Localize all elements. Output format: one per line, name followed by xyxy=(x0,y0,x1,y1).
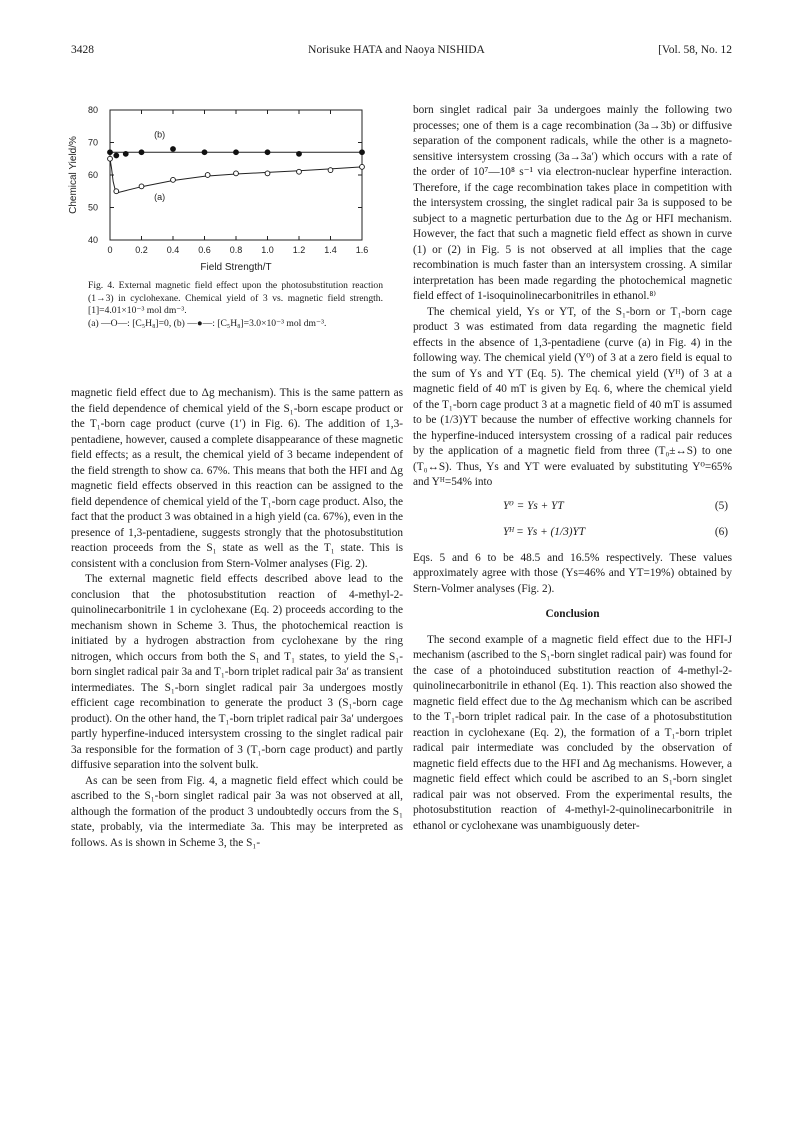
x-tick-label: 0.4 xyxy=(166,245,180,255)
x-tick-label: 1.6 xyxy=(355,245,369,255)
x-tick-label: 0.2 xyxy=(135,245,148,255)
series-a-point xyxy=(205,173,210,178)
series-a-point xyxy=(328,168,333,173)
paragraph: As can be seen from Fig. 4, a magnetic field effect which could be ascribed to the S₁-born singlet radical pair 3a was not observed at all, although the formation of the product 3 undoubtedly occurs from the S₁ state, probably, via the intermediate 3a. This may be interpreted as follows. As is shown in Scheme 3, the S₁- xyxy=(71,774,403,849)
left-column xyxy=(71,386,403,851)
equation-text: Yᴴ = Ys + (1/3)YT xyxy=(503,525,586,538)
figure-4-caption xyxy=(88,280,383,330)
figure-4-chart xyxy=(62,100,392,280)
paragraph: The external magnetic field effects described above lead to the conclusion that the photosubstitution reaction of 4-methyl-2-quinolinecarbonitrile 1 in cyclohexane (Eq. 2) proceeds according to the mechanism shown in Scheme 3. Thus, the photochemical reaction is initiated by a hydrogen abstraction from cyclohexane by the ring nitrogen, which occurs from both the S₁ and T₁ states, to yield the S₁-born singlet radical pair 3a and T₁-born triplet radical pair 3a′ as transient intermediates. The S₁-born singlet radical pair 3a undergoes mostly efficient cage recombination to generate the product 3 (S₁-born cage product). On the other hand, the T₁-born triplet radical pair 3a′ undergoes partly hyperfine-induced intersystem crossing to the singlet radical pair 3a responsible for the formation of 3 (T₁-born cage product) and partly diffusive separation into the solvent bulk. xyxy=(71,573,403,771)
equation-5 xyxy=(413,499,732,525)
paragraph: magnetic field effect due to Δg mechanism). This is the same pattern as the field dependence of chemical yield of the S₁-born escape product or the T₁-born cage product (curve (1′) in Fig. 6). The addition of 1,3-pentadiene, however, caused a complete disappearance of these magnetic field effects; as a result, the chemical yield of 3 became independent of the field strength to show ca. 67%. This means that both the HFI and Δg magnetic field effects observed in this reaction can be assigned to the field dependence of chemical yield of the T₁-born cage product. Also, the fact that the product 3 was obtained in a high yield (ca. 67%), even in the presence of 1,3-pentadiene, suggests strongly that the photosubstitution reaction proceeds from the S₁ state as well as the T₁ state. This is consistent with a conclusion from Stern-Volmer analyses (Fig. 2). xyxy=(71,387,403,570)
paragraph: The second example of a magnetic field effect due to the HFI-J mechanism (ascribed to the S₁-born singlet radical pair) was found for the case of a photoinduced substitution reaction of 4-methyl-2-quinolinecarbonitrile in ethanol (Eq. 1). This reaction also showed the magnetic field effect due to the Δg mechanism which can be ascribed to the T₁-born triplet radical pair. In the case of a photosubstitution reaction in cyclohexane (Eq. 2), the formation of a T₁-born triplet radical pair intermediate was concluded by the observation of magnetic field effects due to the HFI and Δg mechanisms. However, a magnetic field effect which could be ascribed to an S₁-born singlet radical pair was not observed. From the experimental results, the photosubstitution reaction of 4-methyl-2-quinolinecarbonitrile in ethanol or cyclohexane was unambiguously deter- xyxy=(413,633,732,832)
series-a-label: (a) xyxy=(154,192,166,203)
paragraph: The chemical yield, Ys or YT, of the S₁-born or T₁-born cage product 3 was estimated from data regarding the magnetic field effects in the absence of 1,3-pentadiene (curve (a) in Fig. 4) in the following way. The chemical yield (Y⁰) of 3 at a zero field is equal to the sum of Ys and YT (Eq. 5). The chemical yield (Yᴴ) of 3 at a magnetic field of 40 mT is given by Eq. 6, where the chemical yield of the T₁-born cage product 3 at a magnetic field of 40 mT is assumed to be (1/3)YT because the number of effective working channels for the hyperfine-induced intersystem crossing of a radical pair reduces by the application of a magnetic field from three (T₀±↔S) to one (T₀↔S). Thus, Ys and YT were evaluated by substituting Y⁰=65% and Yᴴ=54% into xyxy=(413,305,732,488)
x-tick-label: 0 xyxy=(107,245,113,255)
series-a-point xyxy=(171,177,176,182)
equation-number: (5) xyxy=(714,499,728,512)
page-number: 3428 xyxy=(71,44,94,56)
caption-legend: (a) —O—: [C₅H₈]=0, (b) —●—: [C₅H₈]=3.0×10⁻³ mol dm⁻³. xyxy=(88,317,327,329)
series-a-point xyxy=(265,171,270,176)
x-tick-label: 1.0 xyxy=(261,245,274,255)
series-a-point xyxy=(114,189,119,194)
series-a-point xyxy=(297,169,302,174)
paragraph: born singlet radical pair 3a undergoes mainly the following two processes; one of them is a cage recombination (3a→3b) or diffusive separation of the component radicals, while the other is a magneto-sensitive intersystem crossing (3a→3a′) which occurs with a rate of the order of 10⁷—10⁸ s⁻¹ via electron-nuclear hyperfine interaction. Therefore, if the cage recombination takes place in competition with the intersystem crossing, the singlet radical pair 3a is supposed to be subject to a magnetic perturbation due to the Δg or HFI mechanism. However, the fact that such a magnetic field effect as shown in curve (1) or (2) in Fig. 5 is not observed at all implies that the cage recombination is much faster than an intersystem crossing. A similar interpretation has been made regarding the photochemical magnetic field effect of 1-isoquinolinecarbonitriles in ethanol.⁸⁾ xyxy=(413,104,732,302)
series-b-point xyxy=(114,153,119,158)
series-a-point xyxy=(108,156,113,161)
paragraph: Eqs. 5 and 6 to be 48.5 and 16.5% respectively. These values approximately agree with those (Ys=46% and YT=19%) obtained by Stern-Volmer analyses (Fig. 2). xyxy=(413,551,732,595)
right-column xyxy=(413,103,732,834)
y-tick-label: 70 xyxy=(87,137,98,148)
y-tick-label: 60 xyxy=(87,170,98,180)
series-a-point xyxy=(360,164,365,169)
series-a-point xyxy=(234,171,239,176)
equation-number: (6) xyxy=(714,525,728,538)
y-axis-label: Chemical Yield/% xyxy=(68,136,79,214)
series-b-point xyxy=(171,147,176,152)
y-tick-label: 80 xyxy=(87,105,98,115)
y-tick-label: 50 xyxy=(87,202,98,213)
series-b-point xyxy=(297,151,302,156)
equation-6 xyxy=(413,525,732,551)
section-heading-conclusion: Conclusion xyxy=(545,608,600,620)
x-tick-label: 0.8 xyxy=(229,245,243,255)
series-b-point xyxy=(108,150,113,155)
x-axis-label: Field Strength/T xyxy=(200,262,272,273)
series-b-point xyxy=(360,150,365,155)
caption-text: Fig. 4. External magnetic field effect upon the photosubstitution reaction (1→3) in cyclohexane. Chemical yield of 3 vs. magnetic field strength. [1]=4.01×10⁻³ mol dm⁻³. xyxy=(88,280,383,317)
journal-volume: [Vol. 58, No. 12 xyxy=(658,44,732,56)
x-tick-label: 1.2 xyxy=(292,245,306,255)
y-tick-label: 40 xyxy=(87,235,98,245)
series-b-point xyxy=(265,150,270,155)
series-b-point xyxy=(123,151,128,156)
running-header-authors: Norisuke HATA and Naoya NISHIDA xyxy=(308,44,485,56)
series-b-point xyxy=(139,150,144,155)
series-b-label: (b) xyxy=(154,129,166,140)
series-b-point xyxy=(234,150,239,155)
series-a-point xyxy=(139,184,144,189)
x-tick-label: 1.4 xyxy=(324,245,337,255)
series-b-point xyxy=(202,150,207,155)
equation-text: Y⁰ = Ys + YT xyxy=(503,499,564,512)
x-tick-label: 0.6 xyxy=(198,245,211,255)
